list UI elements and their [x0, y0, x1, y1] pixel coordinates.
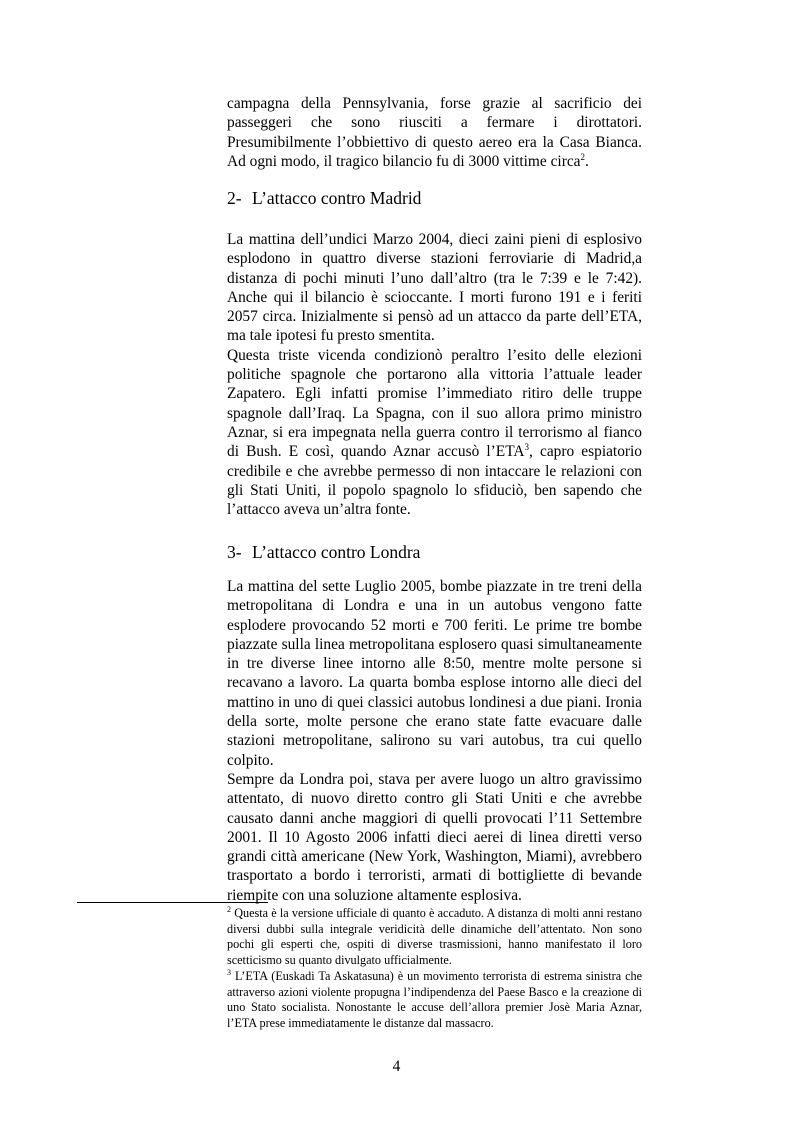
footnote-3: $^3$ L’ETA (Euskadi Ta Askatasuna) è un movimento terrorista di estrema sinistra che attraverso azioni violente propugna l’indipendenza del Paese Basco e la creazione di uno Stato socialista. Nonostante le accuse dell’allora premier Josè Maria Aznar, l’ETA prese immediatamente le distanze dal massacro. [227, 967, 642, 1030]
footnote-separator [77, 902, 268, 903]
paragraph-madrid-1: La mattina dell’undici Marzo 2004, dieci zaini pieni di esplosivo esplodono in quattro diverse stazioni ferroviarie di Madrid,a distanza di pochi minuti l’uno dall’altro (tra le 7:39 e le 7:42). Anche qui il bilancio è scioccante. I morti furono 191 e i feriti 2057 circa. Inizialmente si pensò ad un attacco da parte dell’ETA, ma tale ipotesi fu presto smentita. [227, 231, 642, 345]
section-london-body [227, 577, 642, 905]
continuation-block [227, 94, 642, 171]
paragraph-madrid-2: Questa triste vicenda condizionò peraltro l’esito delle elezioni politiche spagnole che portarono alla vittoria l’attuale leader Zapatero. Egli infatti promise l’immediato ritiro delle truppe spagnole dall’Iraq. La Spagna, con il suo allora primo ministro Aznar, si era impegnata nella guerra contro il terrorismo al fianco di Bush. E così, quando Aznar accusò l’ETA$^3$, capro espiatorio credibile e che avrebbe permesso di non intaccare le relazioni con gli Stati Uniti, il popolo spagnolo lo sfiduciò, ben sapendo che l’attacco aveva un’altra fonte. [227, 346, 642, 519]
section-heading-madrid: 2- L’attacco contro Madrid [227, 188, 422, 208]
paragraph-london-1: La mattina del sette Luglio 2005, bombe piazzate in tre treni della metropolitana di Londra e una in un autobus vengono fatte esplodere provocando 52 morti e 700 feriti. Le prime tre bombe piazzate sulla linea metropolitana esplosero quasi simultaneamente in tre diverse linee intorno alle 8:50, mentre molte persone si recavano a lavoro. La quarta bomba esplose intorno alle dieci del mattino in uno di quei classici autobus londinesi a due piani. Ironia della sorte, molte persone che erano state fatte evacuare dalle stazioni metropolitane, salirono su vari autobus, tra cui quello colpito. [227, 578, 642, 769]
footnote-ref-3[interactable]: 3 [524, 442, 529, 453]
section-heading-london: 3- L’attacco contro Londra [227, 542, 421, 562]
paragraph-london-2: Sempre da Londra poi, stava per avere luogo un altro gravissimo attentato, di nuovo diretto contro gli Stati Uniti e che avrebbe causato danni anche maggiori di quelli provocati l’11 Settembre 2001. Il 10 Agosto 2006 infatti dieci aerei di linea diretti verso grandi città americane (New York, Washington, Miami), avrebbero trasportato a bordo i terroristi, armati di bottigliette di bevande riempite con una soluzione altamente esplosiva. [227, 770, 642, 904]
page-number: 4 [392, 1058, 401, 1075]
section-madrid-body [227, 230, 642, 519]
footnote-ref-2[interactable]: 2 [580, 151, 585, 162]
continuation-paragraph: campagna della Pennsylvania, forse grazie al sacrificio dei passeggeri che sono riusciti a fermare i dirottatori. Presumibilmente l’obbiettivo di questo aereo era la Casa Bianca. Ad ogni modo, il tragico bilancio fu di 3000 vittime circa$^2$. [227, 95, 642, 170]
footnotes-area [227, 906, 642, 1032]
footnote-2: $^2$ Questa è la versione ufficiale di quanto è accaduto. A distanza di molti anni restano diversi dubbi sulla integrale veridicità delle dinamiche dell’attentato. Non sono pochi gli esperti che, ospiti di diverse trasmissioni, hanno manifestato il loro scetticismo su quanto divulgato ufficialmente. [227, 905, 642, 968]
